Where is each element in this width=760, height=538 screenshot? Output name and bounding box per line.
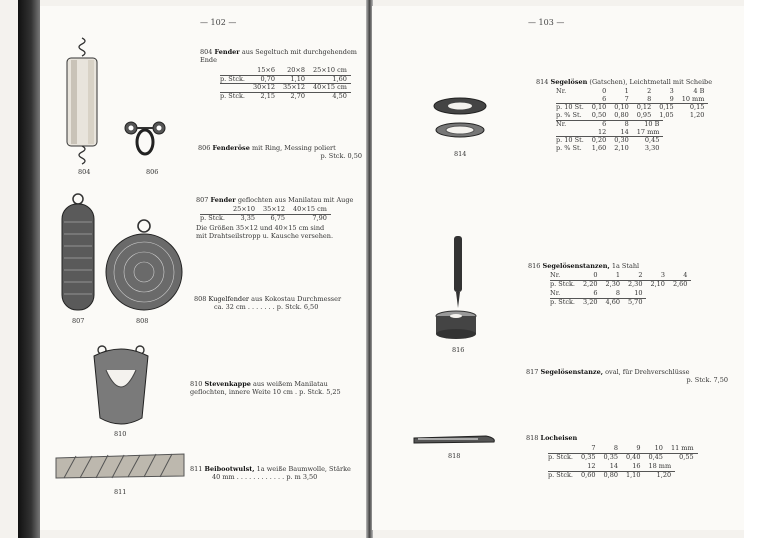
left-binding-shadow — [18, 0, 40, 538]
item-number-804: 804 — [200, 48, 213, 56]
item-desc-808: aus Kokostau Durchmesser — [251, 295, 342, 303]
price-cell: 0,80 — [603, 470, 618, 479]
price-cell: 0,45 — [644, 136, 660, 144]
price-cell: 0,10 — [614, 103, 629, 111]
price-cell: 0,15 — [689, 103, 705, 111]
item-number-806: 806 — [198, 144, 211, 152]
price-cell: 2,30 — [605, 279, 620, 288]
price-table-814-a — [556, 88, 708, 119]
price-cell: 25×10 — [229, 206, 259, 214]
price-cell: 11 mm — [667, 445, 698, 453]
price-cell: 3 — [646, 272, 668, 280]
item-price-806: p. Stck. 0,50 — [320, 152, 362, 160]
price-cell: 7,90 — [312, 213, 327, 222]
item-note-807-line1: Die Größen 35×12 und 40×15 cm sind — [196, 224, 325, 232]
item-desc2-811: 40 mm . . . . . . . . . . . . p. m 3,50 — [212, 473, 318, 481]
price-cell: 5,70 — [627, 297, 643, 306]
price-cell: 1 — [602, 272, 624, 280]
price-cell: 12 — [588, 129, 610, 137]
price-cell: 1,10 — [290, 74, 306, 83]
price-cell: p. Stck. — [550, 297, 576, 306]
price-cell: 2,15 — [249, 92, 279, 100]
price-cell: 2,10 — [614, 143, 629, 152]
price-table-816-a — [550, 272, 691, 288]
stem-cap-810-illustration — [90, 344, 152, 426]
right-page-edge — [744, 0, 760, 538]
price-cell: p. Stck. — [548, 470, 574, 479]
price-cell: 2 — [624, 272, 646, 280]
entry-807 — [196, 196, 362, 240]
price-cell: 12 — [577, 463, 599, 471]
price-cell: 6 — [579, 290, 601, 298]
item-note-807-line2: mit Drahtseilstropp u. Kausche versehen. — [196, 232, 334, 240]
caption-806: 806 — [146, 168, 159, 176]
price-cell: Nr. — [556, 121, 588, 129]
price-cell: 4,60 — [605, 297, 620, 306]
item-name-811: Beibootwulst, — [204, 465, 255, 473]
price-cell: 10 mm — [678, 96, 709, 104]
price-cell: 1,05 — [659, 110, 674, 119]
price-cell: 2,10 — [650, 279, 665, 288]
price-cell — [548, 463, 577, 471]
price-cell: 0,80 — [614, 110, 629, 119]
price-table-804 — [220, 67, 351, 100]
price-cell: 25×10 cm — [309, 67, 351, 75]
item-name-814: Segelösen — [550, 78, 588, 86]
price-cell: 0,35 — [581, 452, 596, 461]
caption-808: 808 — [136, 317, 149, 325]
item-name-807: Fender — [210, 196, 236, 204]
price-cell: 0,35 — [603, 452, 618, 461]
item-name-818: Locheisen — [540, 434, 578, 442]
price-cell: 3,20 — [583, 297, 598, 306]
price-cell: 40×15 cm — [289, 206, 331, 214]
item-name-810: Stevenkappe — [204, 380, 251, 388]
price-cell: 2,30 — [627, 279, 643, 288]
price-cell — [548, 445, 577, 453]
right-page-number: — 103 — — [528, 18, 565, 27]
item-price-817: p. Stck. 7,50 — [686, 376, 728, 384]
price-cell: 0,20 — [591, 136, 607, 144]
price-cell: 10 — [624, 290, 646, 298]
price-cell: 30×12 — [249, 84, 279, 93]
price-cell: 1 — [624, 87, 629, 95]
price-cell: 40×15 cm — [309, 84, 351, 93]
item-desc-806: mit Ring, Messing poliert — [251, 144, 336, 152]
item-name-808: Kugelfender — [208, 295, 250, 303]
left-page-number: — 102 — — [200, 18, 237, 27]
item-name-817: Segelösenstanze, — [540, 368, 604, 376]
price-cell: 3,30 — [644, 143, 660, 152]
entry-814 — [536, 78, 726, 152]
price-cell: 3 — [669, 87, 674, 95]
item-number-811: 811 — [190, 465, 203, 473]
price-cell: 0,50 — [591, 110, 607, 119]
price-cell: 14 — [610, 129, 632, 137]
entry-804 — [200, 48, 360, 100]
price-cell: 9 — [655, 96, 677, 104]
price-cell: 1,20 — [656, 470, 672, 479]
price-cell: 6 — [588, 121, 610, 129]
price-cell: 7 — [577, 445, 599, 453]
price-cell: 6 — [588, 96, 610, 104]
price-cell: 0,95 — [636, 110, 652, 119]
price-cell: Nr. — [550, 272, 579, 280]
caption-814: 814 — [454, 150, 467, 158]
price-table-816-b — [550, 290, 646, 306]
item-number-817: 817 — [526, 368, 539, 376]
price-cell: 15×6 — [249, 67, 279, 75]
price-cell: 18 mm — [644, 463, 675, 471]
caption-807: 807 — [72, 317, 85, 325]
price-cell: 2,20 — [583, 279, 598, 288]
entry-817 — [526, 368, 728, 384]
price-cell: p. 10 St. — [556, 103, 584, 111]
price-cell: 3,35 — [240, 213, 256, 222]
price-cell: 4 — [669, 272, 691, 280]
item-name-804: Fender — [214, 48, 240, 56]
item-desc-804: aus Segeltuch mit durchgehendem Ende — [200, 48, 357, 64]
grommet-punch-816-illustration — [434, 236, 478, 342]
price-cell: p. % St. — [556, 143, 582, 152]
caption-804: 804 — [78, 168, 91, 176]
price-cell: 8 — [633, 96, 655, 104]
price-table-818-a — [548, 445, 698, 461]
price-cell: 4 B — [693, 87, 705, 95]
price-cell: 35×12 — [279, 84, 309, 93]
price-cell: Nr. — [556, 87, 567, 95]
item-name-806: Fenderöse — [212, 144, 250, 152]
price-cell: 0,40 — [625, 452, 641, 461]
entry-810 — [190, 380, 362, 396]
dinghy-bumper-811-illustration — [56, 452, 184, 480]
grommet-814-illustration — [430, 96, 490, 146]
price-cell: p. 10 St. — [556, 136, 584, 144]
hole-punch-818-illustration — [414, 434, 498, 446]
item-number-818: 818 — [526, 434, 539, 442]
price-cell: 0,60 — [581, 470, 596, 479]
price-cell: 20×8 — [279, 67, 309, 75]
price-cell: p. Stck. — [548, 452, 574, 461]
caption-818: 818 — [448, 452, 461, 460]
price-cell: 1,60 — [332, 74, 347, 83]
price-cell: 8 — [600, 445, 622, 453]
entry-816 — [528, 262, 728, 306]
price-cell: 0 — [579, 272, 601, 280]
price-cell: 10 B — [633, 121, 664, 129]
entry-818 — [526, 434, 728, 479]
price-table-807 — [200, 206, 331, 222]
entry-808 — [194, 295, 362, 311]
price-cell: 0,30 — [614, 136, 629, 144]
price-cell: p. Stck. — [200, 213, 226, 222]
price-cell: 9 — [622, 445, 644, 453]
price-cell: 35×12 — [259, 206, 289, 214]
entry-806 — [198, 144, 362, 160]
fender-804-illustration — [62, 38, 102, 168]
item-desc-811: 1a weiße Baumwolle, Stärke — [256, 465, 351, 473]
item-number-808: 808 — [194, 295, 207, 303]
item-desc-814: (Gatschen), Leichtmetall mit Scheibe — [589, 78, 713, 86]
item-desc2-808: ca. 32 cm . . . . . . . p. Stck. 6,50 — [214, 303, 319, 311]
item-desc-816: 1a Stahl — [611, 262, 640, 270]
price-cell: 0,15 — [659, 103, 674, 111]
price-cell: 4,50 — [309, 92, 351, 100]
price-cell: 0,12 — [636, 103, 652, 111]
caption-816: 816 — [452, 346, 465, 354]
price-cell: 2 — [647, 87, 652, 95]
price-cell: p. Stck. — [550, 279, 576, 288]
price-cell: 8 — [610, 121, 632, 129]
price-cell: 10 — [644, 445, 666, 453]
item-desc-817: oval, für Drehverschlüsse — [605, 368, 690, 376]
price-cell: 2,70 — [279, 92, 309, 100]
price-cell: p. Stck. — [220, 74, 246, 83]
price-cell: 7 — [610, 96, 632, 104]
price-cell: 2,60 — [672, 279, 688, 288]
price-cell: 0,45 — [648, 452, 663, 461]
price-cell: 1,60 — [591, 143, 607, 152]
price-cell: 16 — [622, 463, 644, 471]
price-cell: 14 — [600, 463, 622, 471]
price-cell: 6,75 — [270, 213, 286, 222]
ball-fender-808-illustration — [104, 218, 184, 314]
item-desc-810: aus weißem Manilatau geflochten, innere Weite 10 cm . p. Stck. 5,25 — [190, 380, 341, 396]
price-cell: 0,55 — [679, 452, 694, 461]
price-cell: 0,70 — [260, 74, 276, 83]
price-cell: Nr. — [550, 290, 579, 298]
price-cell: 1,20 — [689, 110, 705, 119]
price-cell: 0,10 — [591, 103, 607, 111]
price-cell: p. Stck. — [220, 92, 249, 100]
price-cell: 17 mm — [633, 129, 664, 137]
fender-eye-806-illustration — [122, 116, 168, 164]
price-table-818-b — [548, 463, 675, 479]
item-desc-807: geflochten aus Manilatau mit Auge — [237, 196, 354, 204]
braided-fender-807-illustration — [58, 192, 98, 314]
price-table-814-b — [556, 120, 663, 152]
caption-810: 810 — [114, 430, 127, 438]
price-cell — [220, 67, 249, 75]
entry-811 — [190, 465, 362, 481]
item-number-810: 810 — [190, 380, 203, 388]
price-cell: 0 — [602, 87, 607, 95]
item-number-816: 816 — [528, 262, 541, 270]
item-name-816: Segelösenstanzen, — [542, 262, 610, 270]
item-number-814: 814 — [536, 78, 549, 86]
item-number-807: 807 — [196, 196, 209, 204]
price-cell — [200, 206, 229, 214]
price-cell: p. % St. — [556, 110, 582, 119]
price-cell: 8 — [602, 290, 624, 298]
price-cell — [220, 84, 249, 93]
caption-811: 811 — [114, 488, 127, 496]
price-cell: 1,10 — [625, 470, 641, 479]
